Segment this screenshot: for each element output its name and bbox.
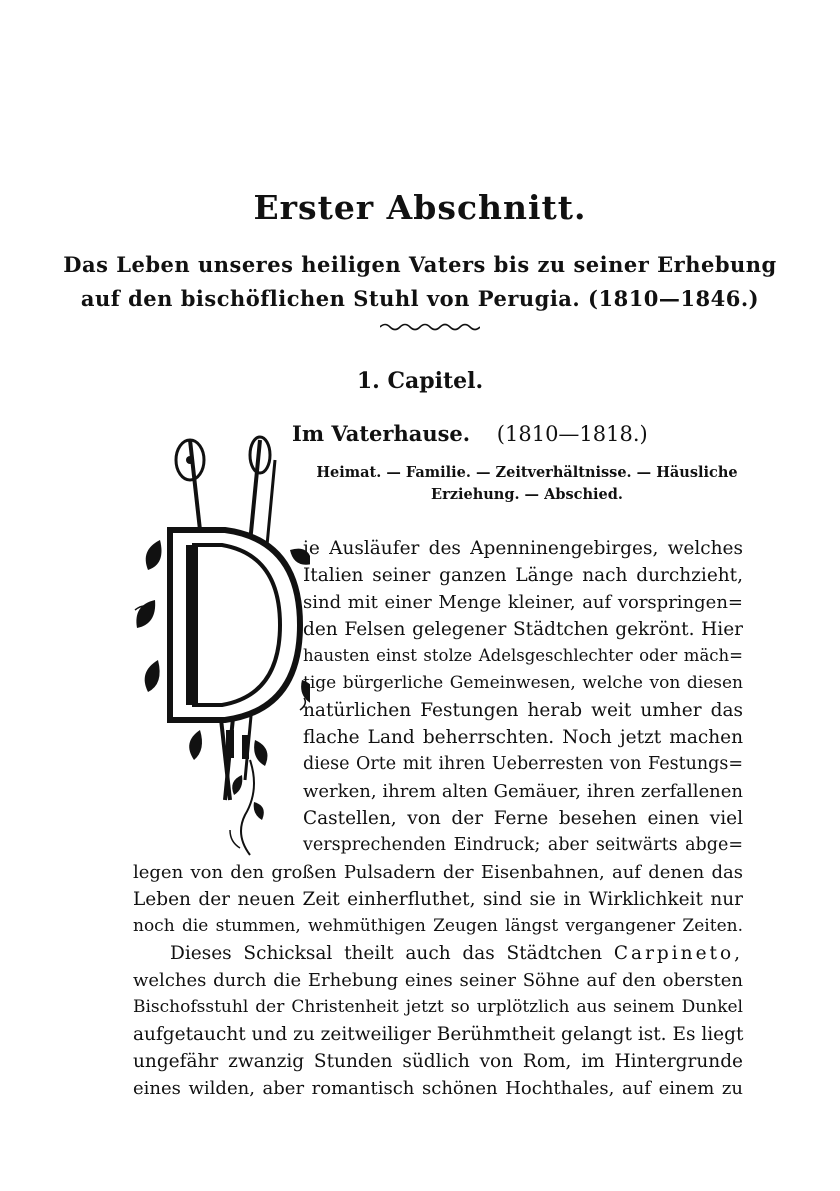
topics-summary (312, 462, 742, 506)
topics-line-2: Erziehung. — Abschied. (431, 486, 623, 503)
body-line-10: werken, ihrem alten Gemäuer, ihren zerfallenen (303, 781, 743, 802)
subtitle-line-2: auf den bischöflichen Stuhl von Perugia. (1810—1846.) (80, 286, 760, 311)
body-line-18: Bischofsstuhl der Christenheit jetzt so urplötzlich aus seinem Dunkel (133, 997, 743, 1017)
body-line-1: ie Ausläufer des Apenninengebirges, welches (303, 538, 743, 559)
body-line-21: eines wilden, aber romantisch schönen Hochthales, auf einem zu (133, 1078, 743, 1099)
chapter-title: 1. Capitel. (356, 368, 484, 394)
section-title: Erster Abschnitt. (253, 188, 587, 227)
town-name: Carpineto, (613, 943, 743, 964)
body-line-9: diese Orte mit ihren Ueberresten von Festungs= (303, 754, 743, 774)
body-line-3: sind mit einer Menge kleiner, auf vorspringen= (303, 592, 743, 613)
body-line-14: Leben der neuen Zeit einherfluthet, sind sie in Wirklichkeit nur (133, 889, 743, 910)
body-line-8: flache Land beherrschten. Noch jetzt machen (303, 727, 743, 748)
wave-ornament (380, 322, 480, 332)
topics-line-1: Heimat. — Familie. — Zeitverhältnisse. — Häusliche (316, 464, 738, 481)
subtitle-line-1: Das Leben unseres heiligen Vaters bis zu seiner Erhebung (63, 252, 777, 277)
body-line-13: legen von den großen Pulsadern der Eisenbahnen, auf denen das (133, 862, 743, 883)
decorated-initial-d (130, 430, 310, 860)
subsection-heading (292, 421, 648, 446)
subsection-title: Im Vaterhause. (292, 421, 471, 446)
body-line-19: aufgetaucht und zu zeitweiliger Berühmtheit gelangt ist. Es liegt (133, 1024, 744, 1045)
body-line-7: natürlichen Festungen herab weit umher das (303, 700, 743, 721)
body-line-17: welches durch die Erhebung eines seiner Söhne auf den obersten (133, 970, 743, 991)
body-line-12: versprechenden Eindruck; aber seitwärts abge= (303, 835, 743, 855)
body-line-11: Castellen, von der Ferne besehen einen viel (303, 808, 743, 829)
body-line-15: noch die stummen, wehmüthigen Zeugen längst vergangener Zeiten. (133, 916, 743, 936)
body-line-2: Italien seiner ganzen Länge nach durchzieht, (303, 565, 743, 586)
subsection-years: (1810—1818.) (496, 422, 648, 446)
body-line-5: hausten einst stolze Adelsgeschlechter oder mäch= (303, 646, 743, 665)
body-line-20: ungefähr zwanzig Stunden südlich von Rom, im Hintergrunde (133, 1051, 743, 1072)
body-line-16 (170, 943, 743, 964)
body-line-16-text: Dieses Schicksal theilt auch das Städtchen (170, 943, 603, 964)
body-line-4: den Felsen gelegener Städtchen gekrönt. Hier (303, 619, 743, 640)
body-line-6: tige bürgerliche Gemeinwesen, welche von diesen (303, 673, 743, 693)
